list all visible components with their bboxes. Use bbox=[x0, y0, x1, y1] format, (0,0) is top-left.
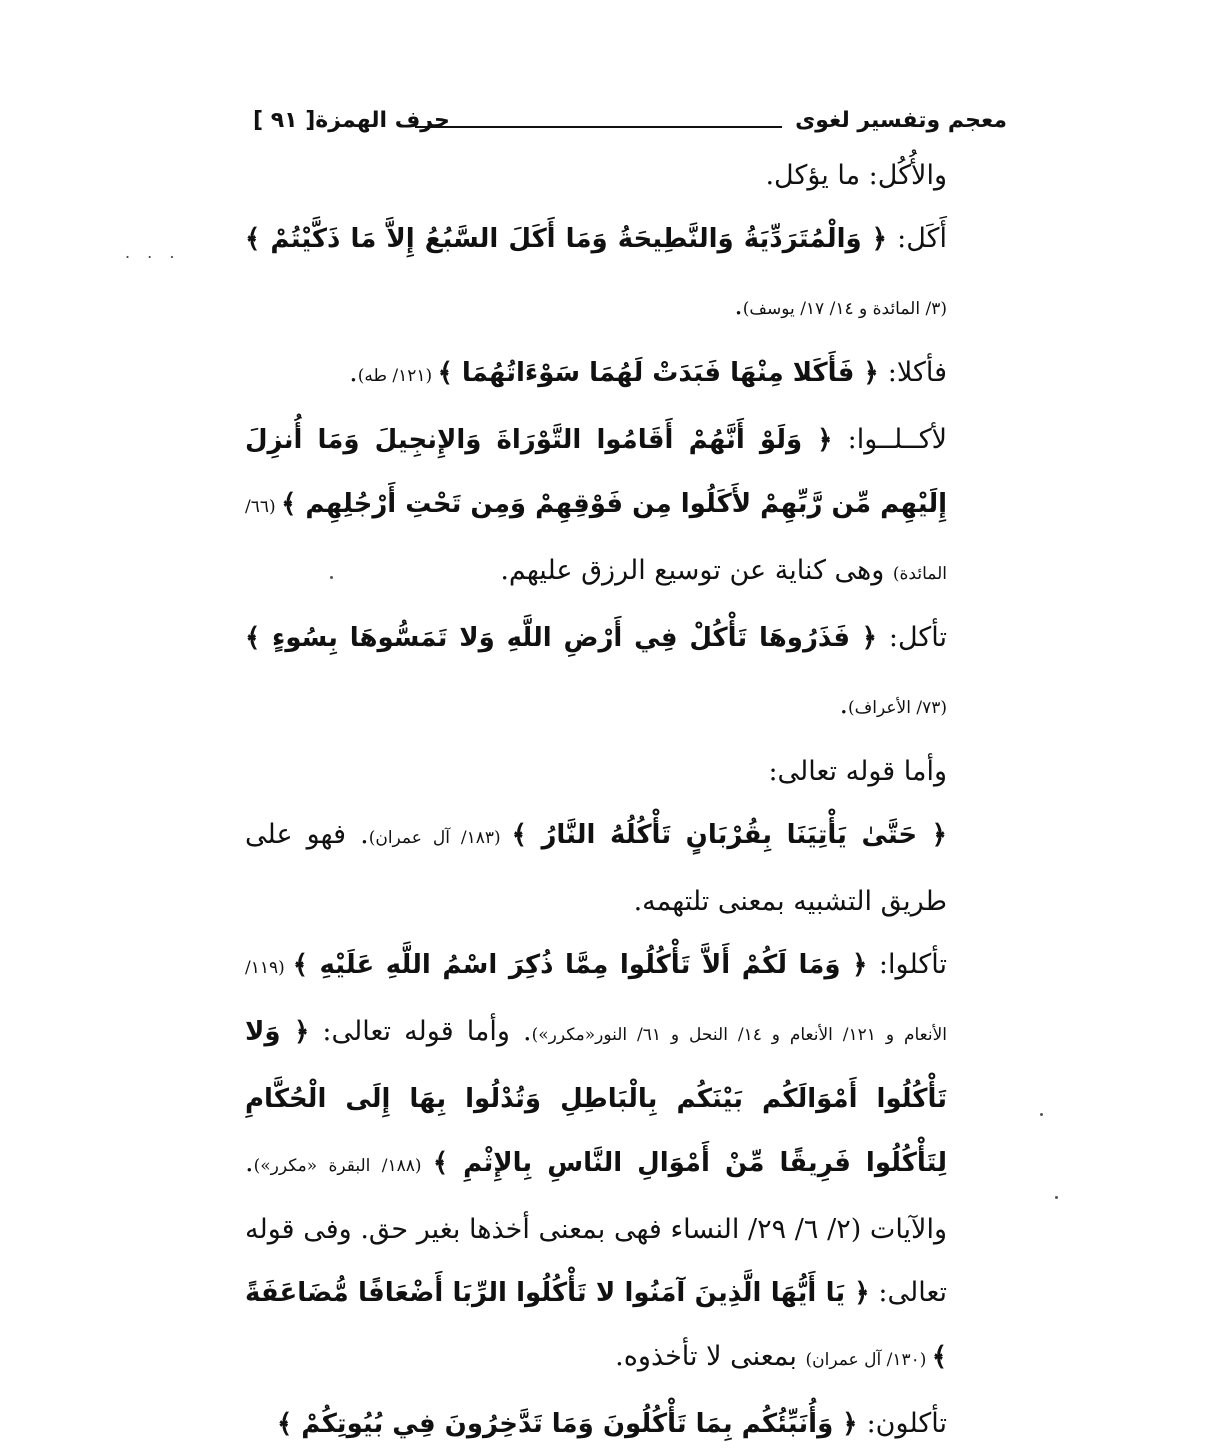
verse-reference: (١٢١/ طه) bbox=[357, 366, 438, 386]
entry-3 bbox=[245, 408, 1007, 606]
verse-reference: (٣/ المائدة و ١٤/ ١٧/ يوسف) bbox=[742, 299, 947, 319]
entry-text: . وأما قوله تعالى: bbox=[309, 1016, 532, 1047]
verse-reference: (٧٣/ الأعراف) bbox=[848, 698, 947, 718]
entry-term: أَكَل: bbox=[897, 223, 947, 254]
header-rule bbox=[415, 126, 782, 128]
entry-term: تأكل: bbox=[888, 622, 947, 653]
verse-reference: (١٣٠/ آل عمران) bbox=[805, 1350, 932, 1370]
entry-text: . bbox=[734, 290, 743, 321]
entry-text: وأما قوله تعالى: bbox=[768, 756, 947, 787]
page-body bbox=[245, 100, 1007, 1456]
quran-verse: ﴿ وَأُنَبِّئُكُم بِمَا تَأْكُلُونَ وَمَا تَدَّخِرُونَ فِي بُيُوتِكُمْ ﴾ bbox=[277, 1409, 867, 1439]
entry-term: تأكلوا: bbox=[878, 949, 947, 980]
quran-verse: ﴿ فَذَرُوهَا تَأْكُلْ فِي أَرْضِ اللَّهِ وَلا تَمَسُّوهَا بِسُوءٍ ﴾ bbox=[245, 623, 889, 653]
entry-5 bbox=[245, 740, 1007, 803]
section-label: حرف الهمزة[ ٩١ ] bbox=[253, 108, 450, 133]
scan-speck bbox=[1055, 1196, 1058, 1199]
entry-4 bbox=[245, 606, 1007, 740]
book-title: معجم وتفسير لغوى bbox=[795, 108, 1007, 133]
verse-reference: (٦٦/ المائدة) bbox=[245, 497, 947, 584]
entry-term: والأُكُل: bbox=[868, 160, 947, 191]
entry-0 bbox=[245, 144, 1007, 207]
entry-text: وهى كناية عن توسيع الرزق عليهم. bbox=[500, 555, 893, 586]
entry-7 bbox=[245, 933, 1007, 1392]
verse-reference: (١٨٨/ البقرة «مكرر») bbox=[253, 1156, 433, 1176]
entry-term: لأكــلــوا: bbox=[847, 424, 947, 455]
entry-6 bbox=[245, 803, 1007, 933]
quran-verse: ﴿ يَا أَيُّهَا الَّذِينَ آمَنُوا لا تَأْكُلُوا الرِّبَا أَضْعَافًا مُّضَاعَفَةً ﴾ bbox=[245, 1278, 947, 1372]
quran-verse: ﴿ وَمَا لَكُمْ أَلاَّ تَأْكُلُوا مِمَّا ذُكِرَ اسْمُ اللَّهِ عَلَيْهِ ﴾ bbox=[292, 950, 879, 980]
quran-verse: ﴿ وَالْمُتَرَدِّيَةُ وَالنَّطِيحَةُ وَمَا أَكَلَ السَّبُعُ إِلاَّ مَا ذَكَّيْتُمْ ﴾ bbox=[245, 224, 898, 254]
entry-text: ما يؤكل. bbox=[765, 160, 869, 191]
entry-text: . فهو على طريق التشبيه بمعنى تلتهمه. bbox=[245, 819, 947, 917]
quran-verse: ﴿ وَلا تَأْكُلُوا أَمْوَالَكُم بَيْنَكُم بِالْبَاطِلِ وَتُدْلُوا بِهَا إِلَى الْحُكَّامِ لِتَأْكُلُوا فَرِيقًا مِّنْ أَمْوَالِ النَّاسِ بِالإِثْمِ ﴾ bbox=[245, 1017, 947, 1178]
entry-text: . bbox=[349, 357, 358, 388]
quran-verse: ﴿ وَلَوْ أَنَّهُمْ أَقَامُوا التَّوْرَاةَ وَالإِنجِيلَ وَمَا أُنزِلَ إِلَيْهِم مِّن رَّبِّهِمْ لأَكَلُوا مِن فَوْقِهِمْ وَمِن تَحْتِ أَرْجُلِهِم ﴾ bbox=[245, 425, 947, 519]
margin-marks: . . . bbox=[125, 243, 181, 262]
verse-reference: (١٨٣/ آل عمران) bbox=[368, 828, 512, 848]
entry-text: . والآيات (٢/ ٦/ ٢٩/ النساء فهى بمعنى أخذها بغير حق. وفى قوله تعالى: bbox=[245, 1147, 947, 1308]
entry-term: فأكلا: bbox=[887, 357, 947, 388]
entry-1 bbox=[245, 207, 1007, 341]
verse-reference: (١١٩/ الأنعام و ١٢١/ الأنعام و ١٤/ النحل و ٦١/ النور«مكرر») bbox=[245, 958, 948, 1045]
quran-verse: ﴿ حَتَّىٰ يَأْتِيَنَا بِقُرْبَانٍ تَأْكُلُهُ النَّارُ ﴾ bbox=[511, 820, 948, 850]
running-header bbox=[245, 100, 1007, 144]
entry-text: . bbox=[839, 689, 849, 720]
entry-2 bbox=[245, 341, 1007, 408]
entry-term: تأكلون: bbox=[866, 1408, 947, 1439]
scan-speck bbox=[1040, 1113, 1043, 1116]
entry-text: بمعنى لا تأخذوه. bbox=[615, 1341, 806, 1372]
quran-verse: ﴿ فَأَكَلا مِنْهَا فَبَدَتْ لَهُمَا سَوْءَاتُهُمَا ﴾ bbox=[437, 358, 888, 388]
entry-8 bbox=[245, 1392, 1007, 1456]
